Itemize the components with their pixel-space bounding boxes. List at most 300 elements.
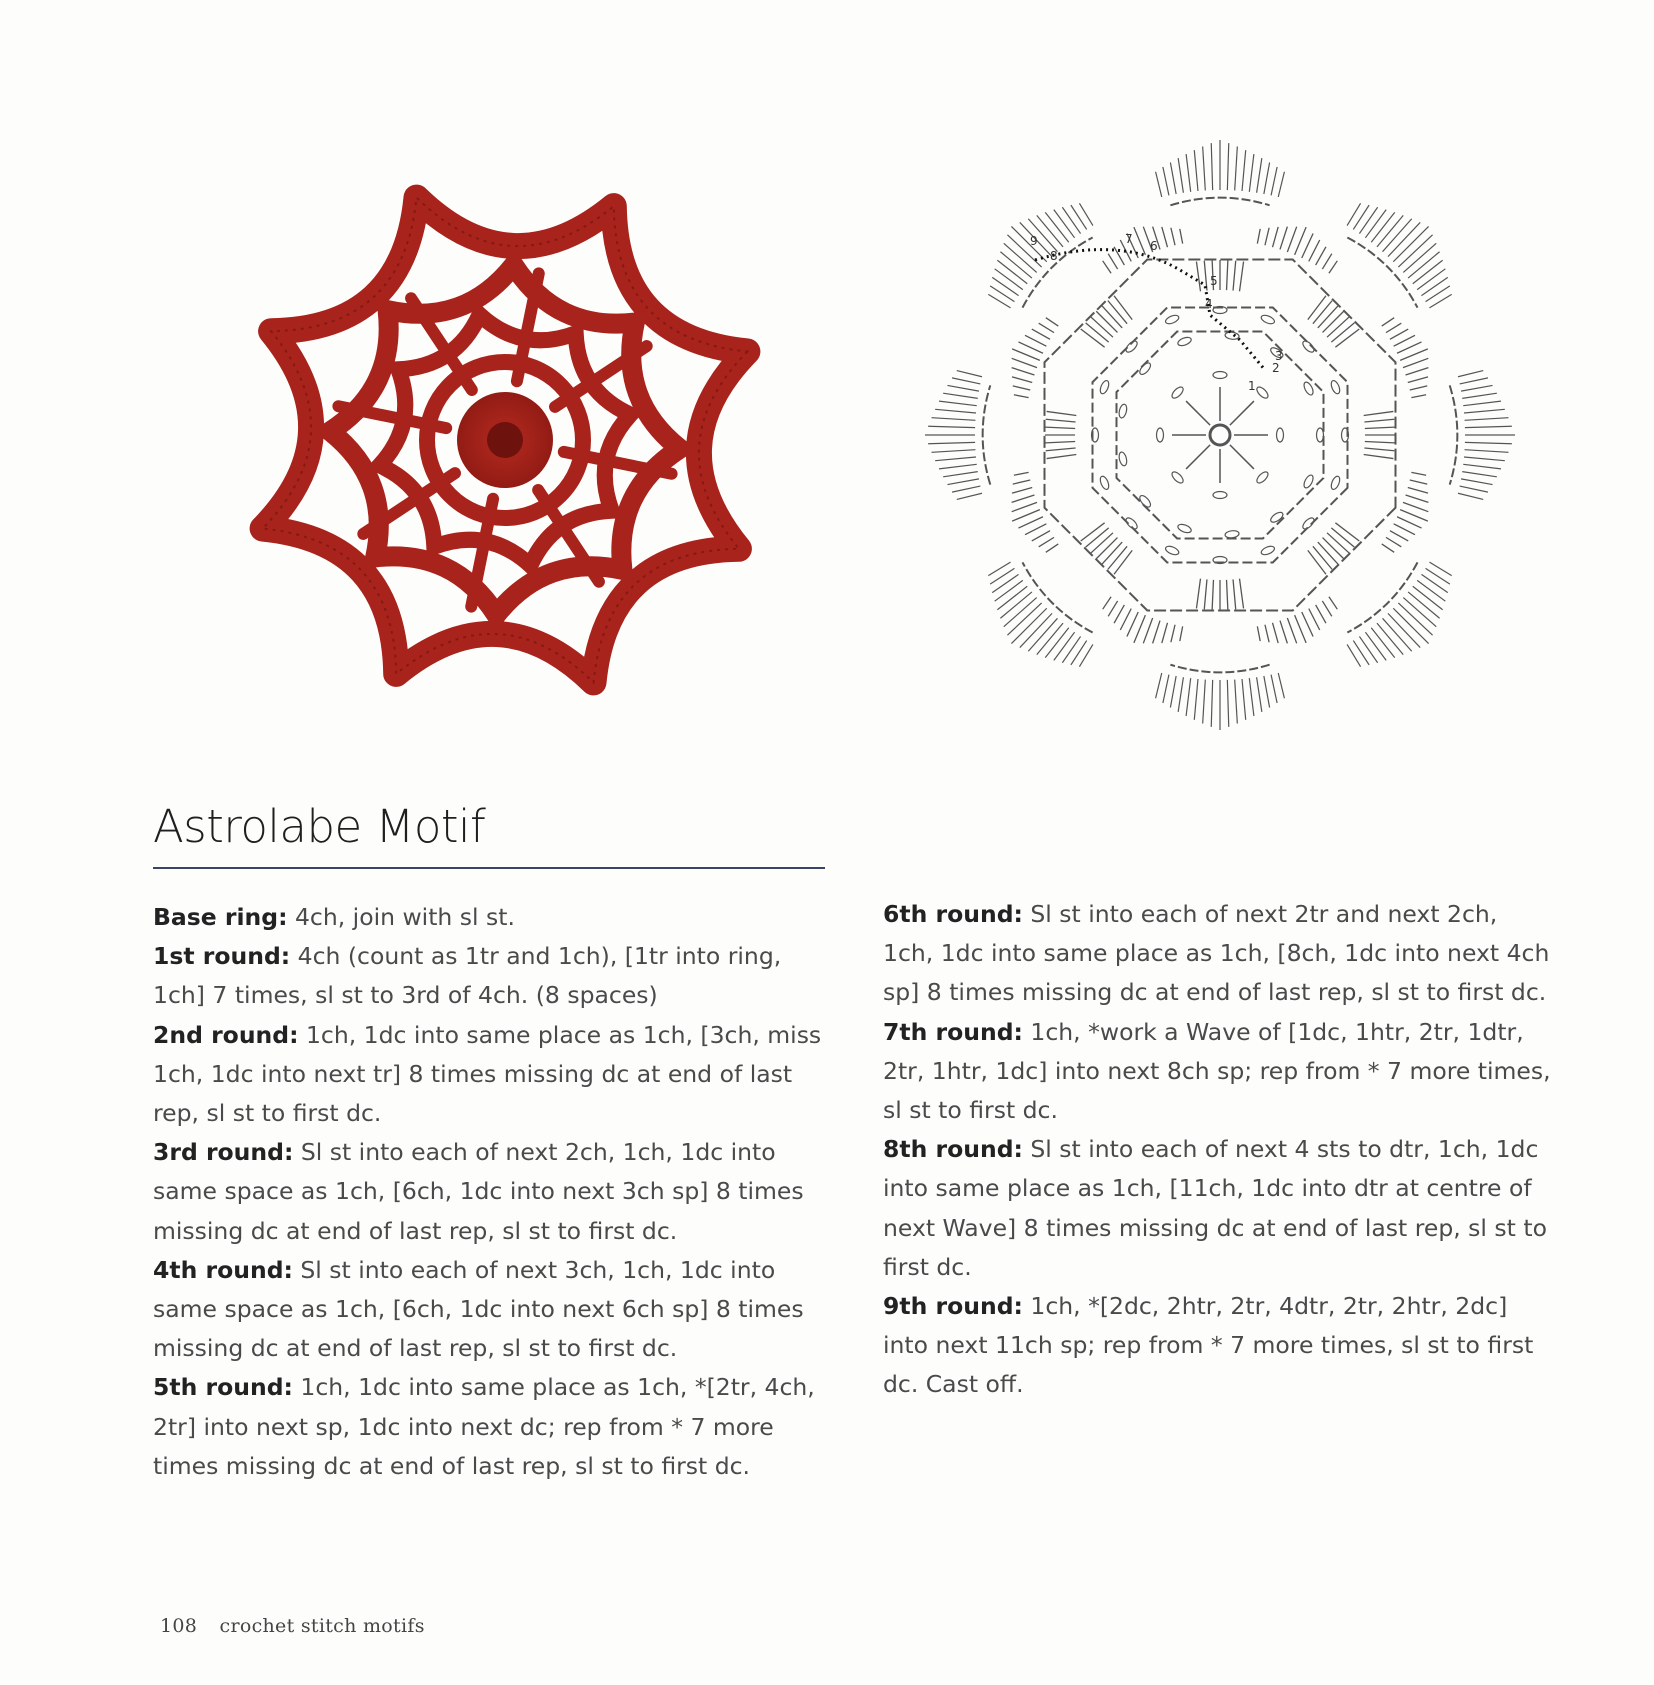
round7-stitch [1406,368,1429,375]
round9-stitch [1377,215,1403,246]
round7-stitch [1386,323,1401,332]
round7-stitch [1046,544,1058,552]
page-title: Astrolabe Motif [153,800,486,853]
round7-stitch [1171,625,1175,643]
round9-stitch [1249,678,1254,716]
round9-stitch [1071,205,1087,229]
round9-stitch [1408,252,1439,278]
round3-chain [1118,403,1128,418]
section-name: crochet stitch motifs [219,1615,425,1637]
round7-stitch [1397,342,1422,353]
round-text: Sl st into each of next 3ch, 1ch, 1dc into same space as 1ch, [6ch, 1dc into next 6ch sp] 8 times missing dc at end of last rep, sl st to first dc. [153,1255,804,1363]
round7-stitch [1302,612,1313,637]
instruction-step [153,937,833,1015]
round-text: 4ch, join with sl st. [287,903,515,931]
round5-stitch [1335,523,1359,541]
round9-stitch [947,385,978,391]
round9-stitch [1464,409,1505,413]
round9-stitch [1365,210,1386,238]
round7-stitch [1390,329,1408,339]
round-label: Base ring: [153,903,288,931]
round2-chain [1213,372,1227,379]
round9-stitch [1458,493,1483,499]
page-number: 108 [160,1615,198,1637]
round2-chain [1213,492,1227,499]
round7-stitch [1309,240,1320,261]
round9-stitch [932,450,976,453]
round5-stitch [1046,448,1076,451]
round5-stitch [1233,579,1236,609]
instruction-step [153,1016,833,1134]
round9-stitch [1426,286,1450,302]
round9-stitch [1257,158,1262,193]
crochet-motif-photo [210,160,800,720]
round9-stitch [1465,442,1512,443]
round-label: 5th round: [153,1373,293,1402]
round7-stitch [1257,626,1260,641]
round9-stitch [1242,150,1246,191]
round3-chain [1269,510,1284,524]
round5-stitch [1308,550,1326,574]
round9-stitch [943,393,978,398]
round9-stitch [1071,641,1087,665]
round5-stitch [1212,580,1213,610]
round7-stitch [1134,227,1145,255]
round9-stitch [1037,623,1063,654]
round7-stitch [1280,227,1287,250]
round9-stitch [1054,210,1075,238]
round8-chain [1170,665,1269,673]
round-label: 7th round: [883,1017,1023,1046]
round9-stitch [1359,636,1377,662]
round3-chain [1225,331,1240,340]
round5-stitch [1313,546,1332,569]
round3-chain [1302,474,1315,490]
round5-stitch [1308,296,1326,320]
round8-chain [1450,385,1458,484]
round9-stitch [1156,172,1162,197]
round7-stitch [1394,524,1415,535]
round9-stitch [932,418,976,421]
round9-stitch [957,493,982,499]
round9-stitch [1178,677,1183,712]
round7-stitch [1329,261,1337,273]
round5-stitch [1045,427,1075,428]
round9-stitch [1413,586,1443,609]
round-label: 2nd round: [153,1020,299,1049]
instruction-step [153,1251,833,1369]
round9-stitch [995,580,1023,601]
round9-stitch [1462,393,1497,398]
round9-stitch [1194,679,1198,720]
round5-stitch [1233,261,1236,291]
round-number-label: 1 [1248,379,1256,393]
round7-stitch [1012,502,1037,511]
round9-stitch [1464,457,1505,461]
round3-chain [1317,428,1324,442]
round-number-label: 4 [1205,297,1213,311]
round5-stitch [1047,411,1077,415]
round5-stitch [1227,580,1228,610]
round9-stitch [952,486,980,492]
round9-stitch [1227,143,1228,190]
round7-stitch [1295,227,1306,255]
round7-stitch [1103,261,1111,273]
instructions-right-column [883,895,1553,1405]
round7-stitch [1265,625,1269,643]
round7-stitch [1322,254,1331,269]
round9-stitch [1178,158,1183,193]
round9-stitch [1408,592,1439,618]
round5-stitch [1196,262,1200,292]
round9-stitch [1421,574,1447,592]
round2-chain [1170,385,1185,400]
round5-stitch [1240,262,1244,292]
round9-stitch [1458,371,1483,377]
round9-stitch [1460,378,1488,384]
round7-stitch [1257,229,1260,244]
round4-outline [1093,308,1348,563]
round9-stitch [1278,172,1284,197]
round9-stitch [1211,143,1212,190]
round-number-label: 8 [1050,249,1058,263]
round9-stitch [1462,472,1497,477]
round9-stitch [1194,150,1198,191]
round7-stitch [1408,377,1428,383]
round9-stitch [1264,162,1270,193]
round5-stitch [1318,306,1338,328]
round5-stitch [1108,546,1127,569]
round9-stitch [1235,680,1238,724]
round-label: 3rd round: [153,1138,294,1167]
round9-stitch [1170,162,1176,193]
round7-stitch [1134,615,1145,643]
round-number-label: 6 [1150,239,1158,253]
round7-stitch [1403,502,1428,511]
round7-stitch [1012,495,1035,502]
round9-stitch [1413,260,1443,283]
round5-stitch [1046,419,1076,422]
round-label: 8th round: [883,1135,1023,1164]
round4-chain [1330,379,1342,395]
round4-chain [1164,314,1180,326]
round7-stitch [1127,612,1138,637]
round5-stitch [1114,550,1132,574]
round8-chain [983,385,991,484]
round9-stitch [990,286,1014,302]
round7-stitch [1039,537,1054,546]
round9-stitch [1353,641,1369,665]
round5-stitch [1323,311,1344,332]
round-text: 1ch, 1dc into same place as 1ch, *[2tr, 4ch, 2tr] into next sp, 1dc into next dc; rep from * 7 more times missing dc at end of last rep, sl st to first dc. [153,1373,815,1480]
round9-stitch [1062,636,1080,662]
round7-stitch [1025,524,1046,535]
round9-stitch [1463,401,1501,406]
round9-stitch [1371,628,1394,658]
round5-stitch [1227,260,1228,290]
round7-stitch [1410,480,1428,484]
centre-hole [487,422,523,458]
round7-stitch [1411,395,1426,398]
round7-stitch [1108,254,1117,269]
instruction-step [883,1013,1553,1131]
round7-stitch [1013,480,1031,484]
round1-stitch [1230,445,1254,469]
round7-stitch [1322,601,1331,616]
round9-stitch [1000,592,1031,618]
round5-stitch [1108,301,1127,324]
round-text: Sl st into each of next 2tr and next 2ch, 1ch, 1dc into same place as 1ch, [8ch, 1dc into next 4ch sp] 8 times missing dc at end of last rep, sl st to first dc. [883,900,1550,1007]
round7-stitch [1265,228,1269,246]
round9-stitch [1163,675,1169,703]
round4-chain [1301,339,1316,354]
round4-chain [1301,516,1316,531]
round7-stitch [1039,323,1054,332]
round7-stitch [1397,517,1422,528]
round9-stitch [1264,676,1270,707]
round9-stitch [1465,450,1509,453]
round3-chain [1177,523,1193,535]
round7-stitch [1287,618,1296,643]
round-label: 1st round: [153,942,291,971]
round9-stitch [1227,680,1228,727]
round7-stitch [1273,227,1279,247]
round9-stitch [957,371,982,377]
round9-stitch [990,568,1014,584]
round5-stitch [1240,579,1244,609]
round9-stitch [1278,673,1284,698]
instruction-step [153,1133,833,1251]
round5-stitch [1102,542,1122,564]
round9-stitch [1211,680,1212,727]
round7-stitch [1012,377,1032,383]
round9-stitch [1203,680,1206,724]
round9-stitch [1421,277,1447,295]
round7-stitch [1171,228,1175,246]
base-ring [1210,425,1230,445]
round5-stitch [1327,317,1349,337]
round7-stitch [1411,472,1426,475]
round9-stitch [1170,676,1176,707]
round-text: 1ch, *[2dc, 2htr, 2tr, 4dtr, 2tr, 2htr, 2dc] into next 11ch sp; rep from * 7 more times, sl st to first dc. Cast off. [883,1292,1534,1399]
round7-stitch [1032,531,1050,541]
round5-stitch [1114,296,1132,320]
round-label: 9th round: [883,1292,1023,1321]
round-text: Sl st into each of next 2ch, 1ch, 1dc into same space as 1ch, [6ch, 1dc into next 3ch sp] 8 times missing dc at end of last rep, sl st to first dc. [153,1138,804,1245]
round4-chain [1099,379,1111,395]
instructions-left-column [153,898,833,1486]
round7-stitch [1018,342,1043,353]
round9-stitch [947,479,978,485]
round1-stitch [1186,445,1210,469]
round9-stitch [1000,252,1031,278]
round-number-label: 2 [1272,361,1280,375]
round7-stitch [1390,531,1408,541]
instruction-step [883,1287,1553,1405]
round1-stitch [1230,401,1254,425]
round9-stitch [939,464,977,469]
round9-stitch [1353,205,1369,229]
round-number-label: 3 [1275,349,1283,363]
round7-stitch [1012,488,1032,494]
round7-stitch [1400,349,1428,360]
round7-stitch [1012,358,1037,367]
round4-chain [1330,475,1342,491]
round9-stitch [1461,385,1492,391]
round5-stitch [1196,579,1200,609]
round7-stitch [1403,358,1428,367]
round7-stitch [1180,229,1183,244]
round1-stitch [1186,401,1210,425]
round9-stitch [1417,269,1445,290]
round9-stitch [992,574,1018,592]
round9-stitch [1249,154,1254,192]
page-footer [160,1615,425,1637]
round7-stitch [1012,349,1040,360]
round9-stitch [1186,678,1191,716]
round9-stitch [928,442,975,443]
round4-chain [1260,314,1276,326]
round5-stitch [1335,329,1359,347]
round-number-label: 9 [1030,234,1038,248]
round2-chain [1277,428,1284,442]
round7-stitch [1014,472,1029,475]
round-start-marker [1035,250,1265,370]
round9-stitch [935,457,976,461]
round2-chain [1170,470,1185,485]
round7-stitch [1410,386,1428,390]
round7-stitch [1013,386,1031,390]
round5-stitch [1102,306,1122,328]
round9-stitch [1461,479,1492,485]
round7-stitch [1382,318,1394,326]
round5-stitch [1204,579,1207,609]
round7-stitch [1394,335,1415,346]
round5-stitch [1091,533,1113,553]
round5-stitch [1096,538,1117,559]
instruction-step [153,898,833,937]
round3-chain [1118,451,1128,466]
round9-stitch [1045,628,1068,658]
round9-stitch [1460,486,1488,492]
round5-stitch [1331,528,1354,547]
round-label: 4th round: [153,1255,293,1284]
round8-chain [1170,198,1269,206]
round9-stitch [1463,464,1501,469]
round9-stitch [1365,632,1386,660]
round9-stitch [1465,426,1512,427]
round7-stitch [1386,537,1401,546]
instruction-step [883,895,1553,1013]
round7-stitch [1025,335,1046,346]
round4-chain [1124,339,1139,354]
round7-stitch [1012,510,1040,521]
round7-stitch [1329,597,1337,609]
round9-stitch [1186,154,1191,192]
round5-stitch [1327,533,1349,553]
round9-stitch [1156,673,1162,698]
round4-chain [1124,516,1139,531]
round-label: 6th round: [883,900,1023,928]
round7-stitch [1162,227,1168,247]
round7-stitch [1014,395,1029,398]
round9-stitch [1045,212,1068,242]
round9-stitch [1377,623,1403,654]
round5-stitch [1365,442,1395,443]
round9-stitch [1203,147,1206,191]
round-text: 4ch (count as 1tr and 1ch), [1tr into ring, 1ch] 7 times, sl st to 3rd of 4ch. (8 spaces) [153,942,782,1010]
round9-stitch [935,409,976,413]
round9-stitch [1062,207,1080,233]
round7-stitch [1408,488,1428,494]
round9-stitch [1037,215,1063,246]
round7-stitch [1295,615,1306,643]
round7-stitch [1032,329,1050,339]
round3-chain [1225,530,1240,539]
round9-stitch [997,586,1027,609]
round5-stitch [1318,542,1338,564]
round9-stitch [928,426,975,427]
title-divider [153,867,825,869]
round-text: Sl st into each of next 4 sts to dtr, 1ch, 1dc into same place as 1ch, [11ch, 1dc into dtr at centre of next Wave] 8 times missing dc at end of last rep, sl st to first dc. [883,1135,1547,1281]
round9-stitch [1257,677,1262,712]
instruction-step [153,1368,833,1486]
round5-stitch [1045,442,1075,443]
round5-stitch [1081,523,1105,541]
round9-stitch [1242,679,1246,720]
round-text: 1ch, 1dc into same place as 1ch, [3ch, miss 1ch, 1dc into next tr] 8 times missing dc at end of last rep, sl st to first dc. [153,1020,822,1128]
round2-chain [1255,470,1270,485]
round7-stitch [1287,227,1296,252]
round5-stitch [1047,455,1077,459]
round7-stitch [1103,597,1111,609]
round2-chain [1157,428,1164,442]
round9-stitch [952,378,980,384]
round9-stitch [1054,632,1075,660]
round5-stitch [1086,528,1109,547]
round7-stitch [1273,623,1279,643]
round5-stitch [1331,323,1354,342]
round7-stitch [1120,609,1131,630]
round5-stitch [1365,427,1395,428]
round7-stitch [1309,609,1320,630]
round7-stitch [1153,621,1160,644]
round5-stitch [1313,301,1332,324]
round9-stitch [995,269,1023,290]
round5-stitch [1096,311,1117,332]
round7-stitch [1302,233,1313,258]
round9-stitch [1426,568,1450,584]
round7-stitch [1143,618,1152,643]
instruction-step [883,1130,1553,1287]
round5-stitch [1323,538,1344,559]
round7-stitch [1108,601,1117,616]
round7-stitch [1114,605,1124,623]
round2-chain [1255,385,1270,400]
round7-stitch [1280,621,1287,644]
stitch-chart-diagram [880,95,1560,775]
round9-stitch [1271,675,1277,703]
round9-stitch [1359,207,1377,233]
round7-stitch [1046,318,1058,326]
round5-stitch [1086,323,1109,342]
round7-stitch [1162,623,1168,643]
round9-stitch [1417,580,1445,601]
round5-stitch [1364,448,1394,451]
round5-stitch [1364,411,1394,415]
round7-stitch [1400,510,1428,521]
round7-stitch [1316,605,1326,623]
